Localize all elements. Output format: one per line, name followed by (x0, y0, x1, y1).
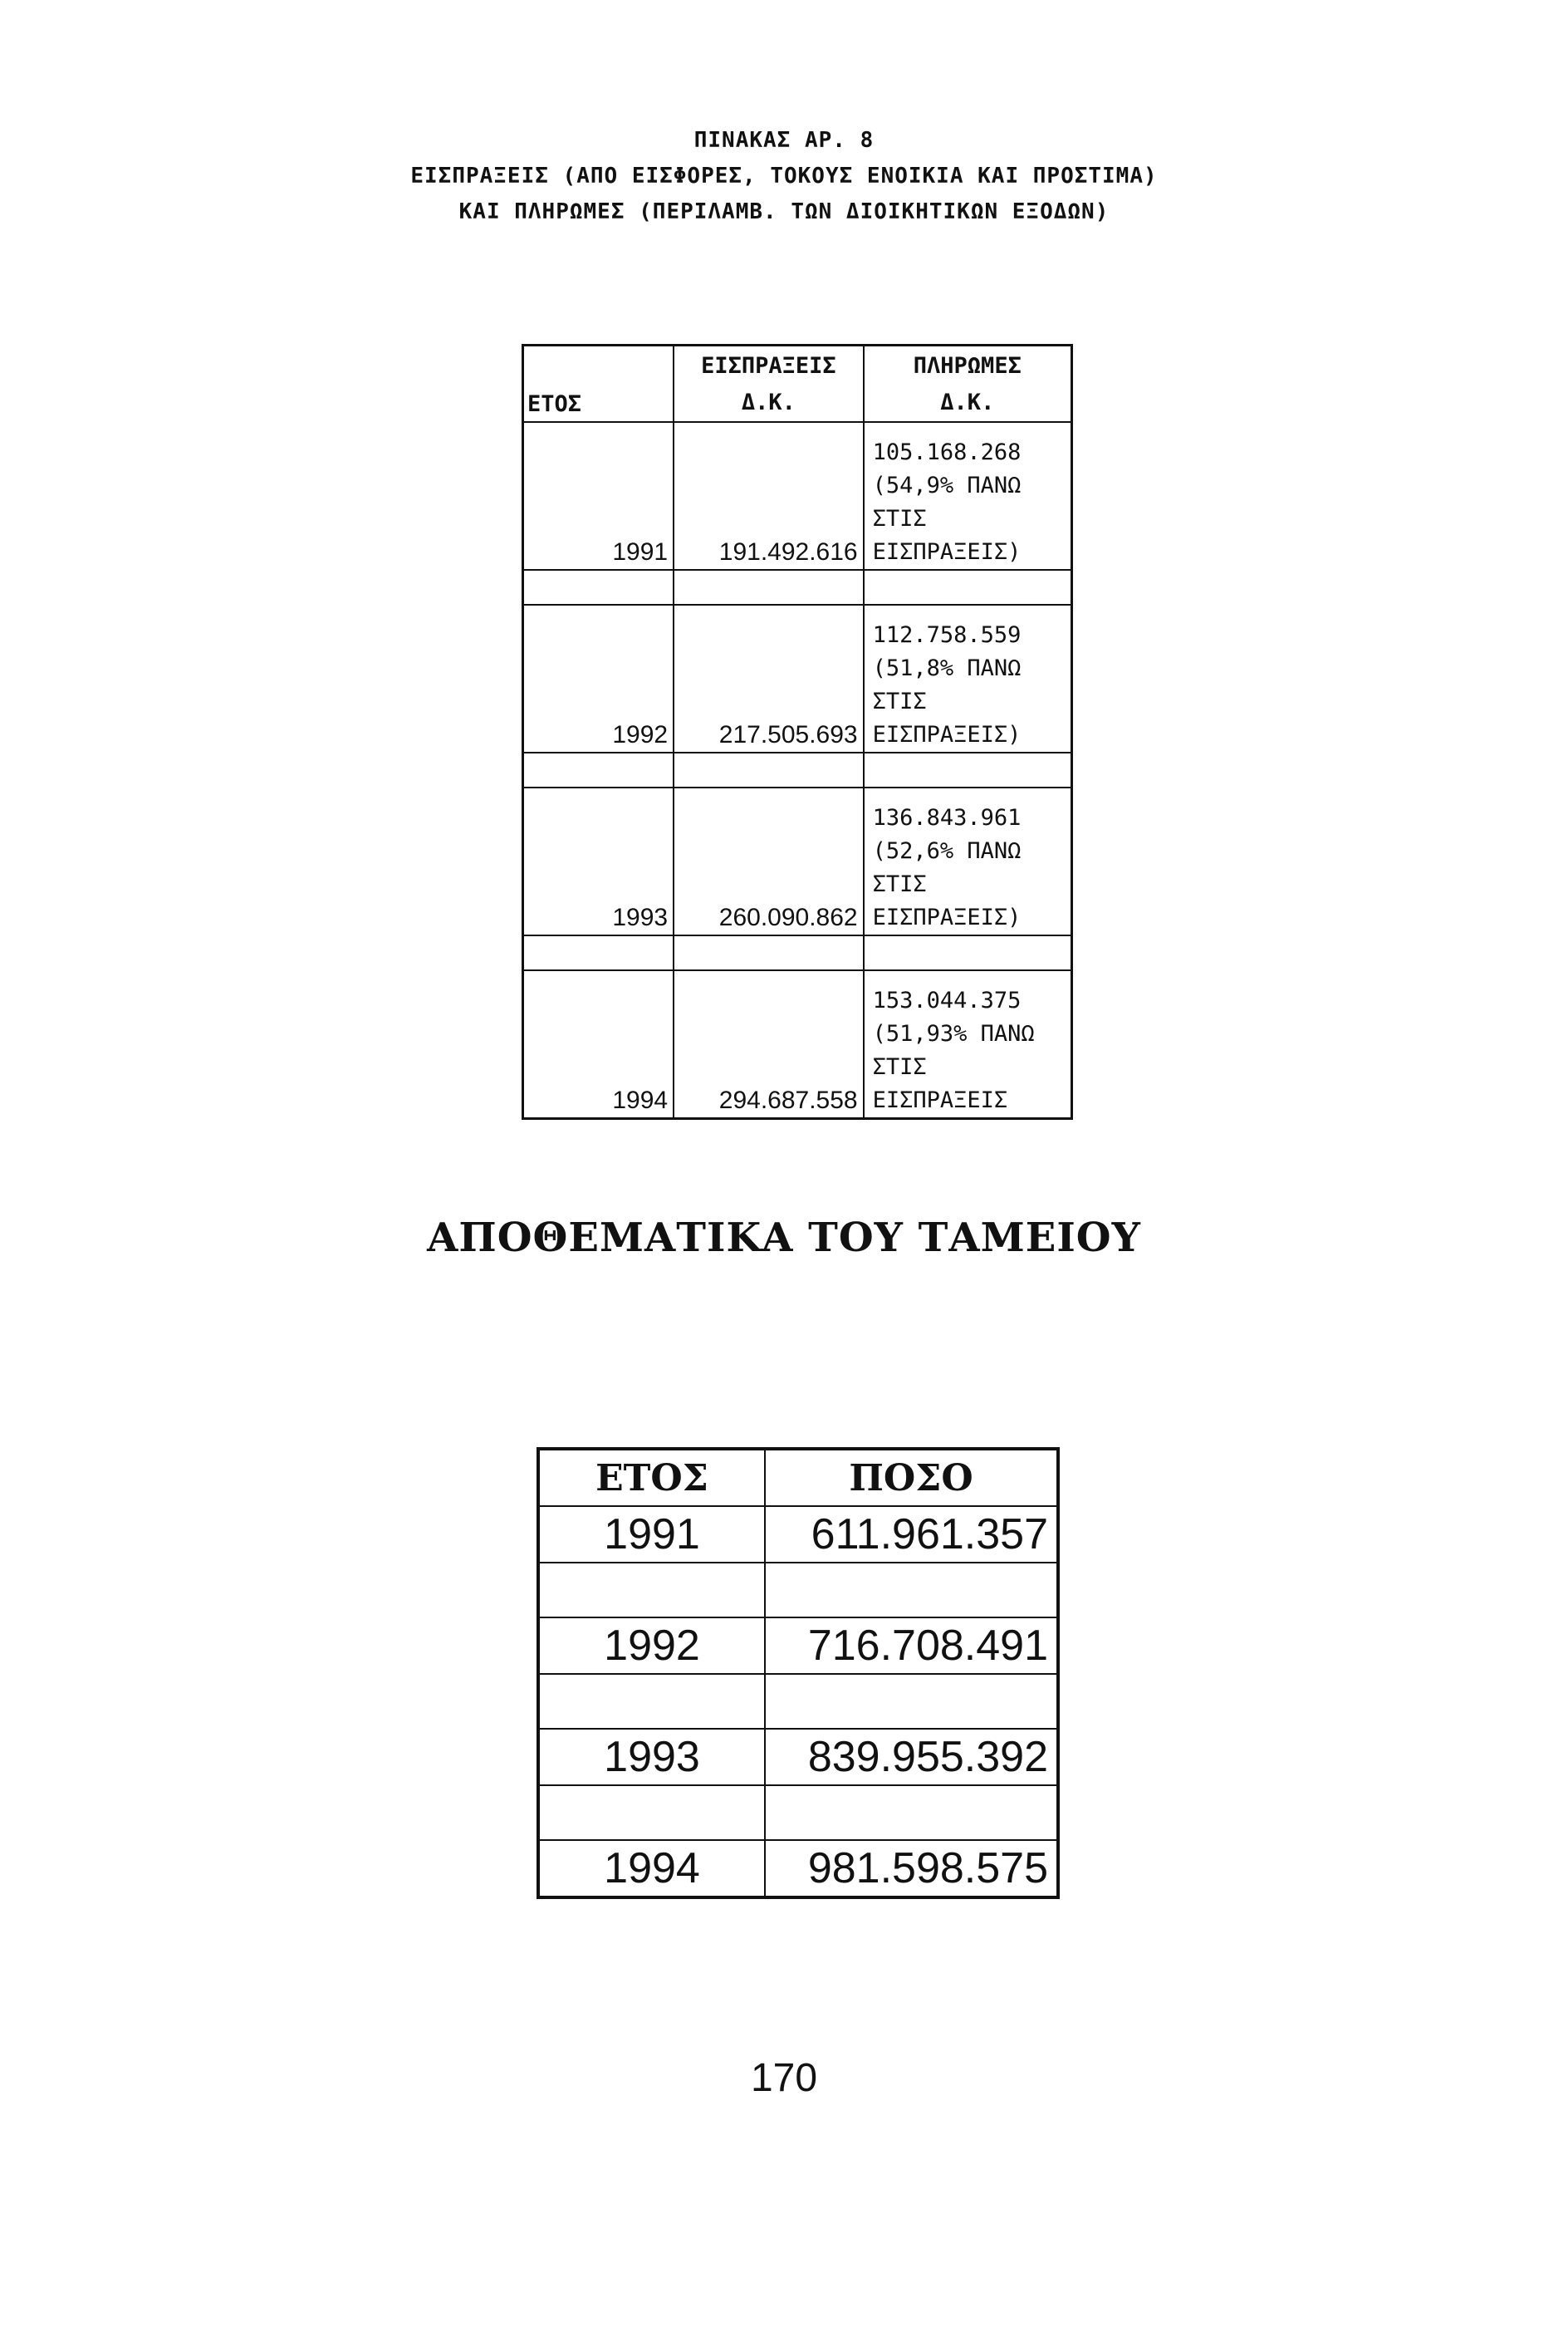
reserves-amount: 981.598.575 (765, 1840, 1058, 1897)
table-row (523, 605, 1072, 753)
spacer-cell (674, 935, 864, 970)
receipts-cell: 294.687.558 (674, 970, 864, 1119)
spacer-cell (674, 753, 864, 788)
payments-cell (864, 605, 1072, 753)
spacer-cell (538, 1785, 765, 1840)
payments-note: ΣΤΙΣ (872, 871, 927, 897)
reserves-amount: 716.708.491 (765, 1617, 1058, 1674)
spacer-cell (765, 1563, 1058, 1617)
payments-amount: 153.044.375 (872, 988, 1022, 1013)
table-row (538, 1729, 1058, 1785)
header-receipts (674, 346, 864, 423)
year-cell: 1993 (523, 788, 674, 935)
reserves-header-amount: ΠΟΣΟ (765, 1449, 1058, 1506)
payments-note: ΣΤΙΣ (872, 1054, 927, 1080)
spacer-cell (538, 1674, 765, 1729)
payments-amount: 136.843.961 (872, 805, 1022, 831)
reserves-header-year: ΕΤΟΣ (538, 1449, 765, 1506)
payments-note: ΣΤΙΣ (872, 689, 927, 714)
payments-note-end: ΕΙΣΠΡΑΞΕΙΣ) (872, 905, 1022, 930)
reserves-year: 1994 (538, 1840, 765, 1897)
table-row (538, 1506, 1058, 1563)
payments-cell (864, 788, 1072, 935)
payments-percent: (51,93% ΠΑΝΩ (872, 1021, 1035, 1047)
table-title-line1: ΕΙΣΠΡΑΞΕΙΣ (ΑΠΟ ΕΙΣΦΟΡΕΣ, ΤΟΚΟΥΣ ΕΝΟΙΚΙΑ ΚΑΙ ΠΡΟΣΤΙΜΑ) (410, 164, 1158, 189)
header-receipts-unit: Δ.Κ. (741, 390, 796, 415)
payments-note-end: ΕΙΣΠΡΑΞΕΙΣ) (872, 539, 1022, 565)
header-receipts-label: ΕΙΣΠΡΑΞΕΙΣ (701, 353, 836, 379)
spacer-row (523, 570, 1072, 605)
spacer-row (523, 935, 1072, 970)
receipts-payments-table (522, 344, 1073, 1120)
table-title-line2: ΚΑΙ ΠΛΗΡΩΜΕΣ (ΠΕΡΙΛΑΜΒ. ΤΩΝ ΔΙΟΙΚΗΤΙΚΩΝ ΕΞΟΔΩΝ) (458, 199, 1110, 224)
reserves-amount: 611.961.357 (765, 1506, 1058, 1563)
spacer-row (523, 753, 1072, 788)
reserves-header-row (538, 1449, 1058, 1506)
payments-note-end: ΕΙΣΠΡΑΞΕΙΣ (872, 1087, 1008, 1113)
table-header-row (523, 346, 1072, 423)
payments-percent: (54,9% ΠΑΝΩ (872, 473, 1022, 498)
spacer-row (538, 1674, 1058, 1729)
header-year (523, 346, 674, 423)
spacer-cell (864, 753, 1072, 788)
reserves-title: ΑΠΟΘΕΜΑΤΙΚΑ ΤΟΥ ΤΑΜΕΙΟΥ (427, 1215, 1141, 1261)
reserves-year: 1993 (538, 1729, 765, 1785)
spacer-cell (674, 570, 864, 605)
receipts-cell: 217.505.693 (674, 605, 864, 753)
spacer-cell (864, 935, 1072, 970)
header-payments-label: ΠΛΗΡΩΜΕΣ (913, 353, 1022, 379)
table-row (538, 1840, 1058, 1897)
spacer-cell (523, 570, 674, 605)
table-row (523, 788, 1072, 935)
header-payments-unit: Δ.Κ. (940, 390, 995, 415)
payments-percent: (52,6% ΠΑΝΩ (872, 838, 1022, 864)
payments-note-end: ΕΙΣΠΡΑΞΕΙΣ) (872, 722, 1022, 748)
header-year-label: ΕΤΟΣ (527, 391, 582, 417)
spacer-cell (538, 1563, 765, 1617)
receipts-cell: 191.492.616 (674, 422, 864, 570)
spacer-cell (523, 935, 674, 970)
table-row (523, 422, 1072, 570)
receipts-cell: 260.090.862 (674, 788, 864, 935)
spacer-row (538, 1563, 1058, 1617)
reserves-table (537, 1447, 1060, 1899)
payments-amount: 105.168.268 (872, 439, 1022, 465)
spacer-cell (523, 753, 674, 788)
payments-amount: 112.758.559 (872, 622, 1022, 648)
table-number-heading: ΠΙΝΑΚΑΣ ΑΡ. 8 (693, 128, 875, 153)
year-cell: 1994 (523, 970, 674, 1119)
table-row (538, 1617, 1058, 1674)
payments-note: ΣΤΙΣ (872, 506, 927, 532)
payments-cell (864, 422, 1072, 570)
reserves-amount: 839.955.392 (765, 1729, 1058, 1785)
table-row (523, 970, 1072, 1119)
spacer-cell (864, 570, 1072, 605)
reserves-year: 1992 (538, 1617, 765, 1674)
spacer-cell (765, 1674, 1058, 1729)
payments-cell (864, 970, 1072, 1119)
header-payments (864, 346, 1072, 423)
year-cell: 1991 (523, 422, 674, 570)
page-number: 170 (750, 2056, 818, 2100)
spacer-cell (765, 1785, 1058, 1840)
spacer-row (538, 1785, 1058, 1840)
year-cell: 1992 (523, 605, 674, 753)
reserves-year: 1991 (538, 1506, 765, 1563)
payments-percent: (51,8% ΠΑΝΩ (872, 655, 1022, 681)
